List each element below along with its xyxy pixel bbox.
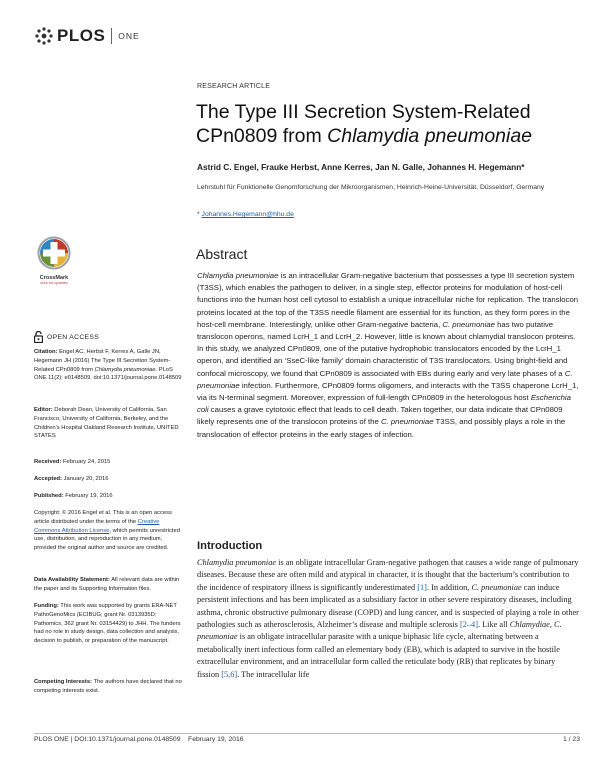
funding: Funding: This work was supported by grants ERA-NET PathoGenoMics (ECIBUG; grant Nr. 0313935D; Pathomics, 362 grant Nr. 03154429) to JHH. The funders had no role in study design, data collection and analysis, decision to publish, or preparation of the manuscript. — [34, 603, 181, 645]
data-availability: Data Availability Statement: All relevant data are within the paper and its Supporting Information files. — [34, 577, 180, 592]
competing-interests: Competing Interests: The authors have declared that no competing interests exist. — [34, 679, 182, 694]
corresponding-email: * Johannes.Hegemann@hhu.de — [197, 211, 294, 218]
crossmark-icon — [34, 236, 74, 270]
article-type: RESEARCH ARTICLE — [197, 83, 271, 90]
license-link[interactable]: Creative Commons Attribution License — [34, 518, 160, 534]
open-lock-icon — [34, 331, 43, 343]
published-date: Published: February 19, 2016 — [34, 493, 113, 499]
reference-link[interactable]: [5,6] — [221, 669, 238, 679]
received-date: Received: February 24, 2015 — [34, 459, 111, 465]
abstract-text: Chlamydia pneumoniae is an intracellular Gram-negative bacterium that possesses a type III secretion system (T3SS), which enables the pathogen to deliver, in a single step, effector proteins for modulation of host-cell functions into the human host cell cytosol to establish a unique intracellular niche for replication. The translocon proteins located at the top of the T3SS needle filament are essential for its function, as they form pores in the host-cell membrane. Interestingly, unlike other Gram-negative bacteria, C. pneumoniae has two putative translocon operons, named LcrH_1 and LcrH_2. However, little is known about chlamydial translocon proteins. In this study, we analyzed CPn0809, one of the putative hydrophobic translocators encoded by the LcrH_1 operon, and identified an ‘SseC-like family’ domain characteristic of T3S translocators. Using bright-field and confocal microscopy, we found that CPn0809 is associated with EBs during early and very late phases of a C. pneumoniae infection. Furthermore, CPn0809 forms oligomers, and interacts with the T3SS chaperone LcrH_1, via its N-terminal segment. Moreover, expression of full-length CPn0809 in the heterologous host Escherichia coli causes a grave cytotoxic effect that leads to cell death. Taken together, our data indicate that CPn0809 likely represents one of the translocon proteins of the C. pneumoniae T3SS, and possibly plays a role in the translocation of effector proteins in the early stages of infection. — [197, 271, 579, 439]
author-list: Astrid C. Engel, Frauke Herbst, Anne Kerres, Jan N. Galle, Johannes H. Hegemann* — [197, 162, 525, 172]
reference-link[interactable]: [2–4] — [459, 620, 478, 630]
citation: Citation: Engel AC, Herbst F, Kerres A, Galle JN, Hegemann JH (2016) The Type III Secretion System-Related CPn0809 from Chlamydia pneumoniae. PLoS ONE 11(2): e0148509. doi:10.1371/journal.pone.0148509 — [34, 349, 182, 382]
logo-journal-text: ONE — [118, 31, 140, 41]
copyright: Copyright: © 2016 Engel et al. This is an open access article distributed under the terms of the Creative Commons Attribution License, which permits unrestricted use, distribution, and reproduction in any medium, provided the original author and source are credited. — [34, 510, 180, 552]
crossmark-label: CrossMark — [39, 275, 69, 281]
footer-divider — [34, 733, 580, 734]
logo-divider — [111, 28, 112, 44]
affiliation: Lehrstuhl für Funktionelle Genomforschung der Mikroorganismen, Heinrich-Heine-Universität, Düsseldorf, Germany — [197, 184, 545, 191]
article-title: The Type III Secretion System-Related CPn0809 from Chlamydia pneumoniae — [196, 101, 533, 147]
crossmark-sub: click for updates — [40, 281, 68, 285]
abstract-heading: Abstract — [196, 246, 248, 262]
accepted-date: Accepted: January 20, 2016 — [34, 476, 109, 482]
open-access-badge — [34, 331, 99, 343]
editor: Editor: Deborah Dean, University of California, San Francisco, University of California, Berkeley, and the Children’s Hospital Oakland Research Institute, UNITED STATES — [34, 407, 179, 440]
plos-logo-icon — [34, 26, 54, 46]
logo-plos-text: PLOS — [57, 26, 106, 45]
footer-doi: PLOS ONE | DOI:10.1371/journal.pone.0148509 February 19, 2016 — [34, 736, 244, 743]
page-number: 1 / 23 — [562, 736, 580, 743]
plos-one-logo[interactable] — [34, 26, 140, 46]
email-link[interactable]: Johannes.Hegemann@hhu.de — [201, 211, 294, 218]
introduction-heading: Introduction — [197, 540, 263, 552]
introduction-text: Chlamydia pneumoniae is an obligate intracellular Gram-negative pathogen that causes a wide range of pulmonary diseases. Because these are often mild and atypical in character, it is thought that the bacterium’s contribution to the incidence of respiratory illness is significantly underestimated [1]. In addition, C. pneumoniae can induce persistent infections and has been implicated as a subsidiary factor in other severe respiratory diseases, including asthma, chronic obstructive pulmonary disease (COPD) and lung cancer, and is suspected of playing a role in other pathologies such as atherosclerosis, Alzheimer’s disease and multiple sclerosis [2–4]. Like all Chlamydiae, C. pneumoniae is an obligate intracellular parasite with a unique biphasic life cycle, alternating between a metabolically inert infectious form called an elementary body (EB), which is adapted to survive in the hostile extracellular environment, and an intracellular form called the reticulate body (RB) that replicates by binary fission [5,6]. The intracellular life — [197, 558, 579, 679]
reference-link[interactable]: [1] — [417, 582, 427, 592]
crossmark-badge[interactable] — [34, 236, 74, 285]
open-access-label: OPEN ACCESS — [47, 333, 100, 341]
